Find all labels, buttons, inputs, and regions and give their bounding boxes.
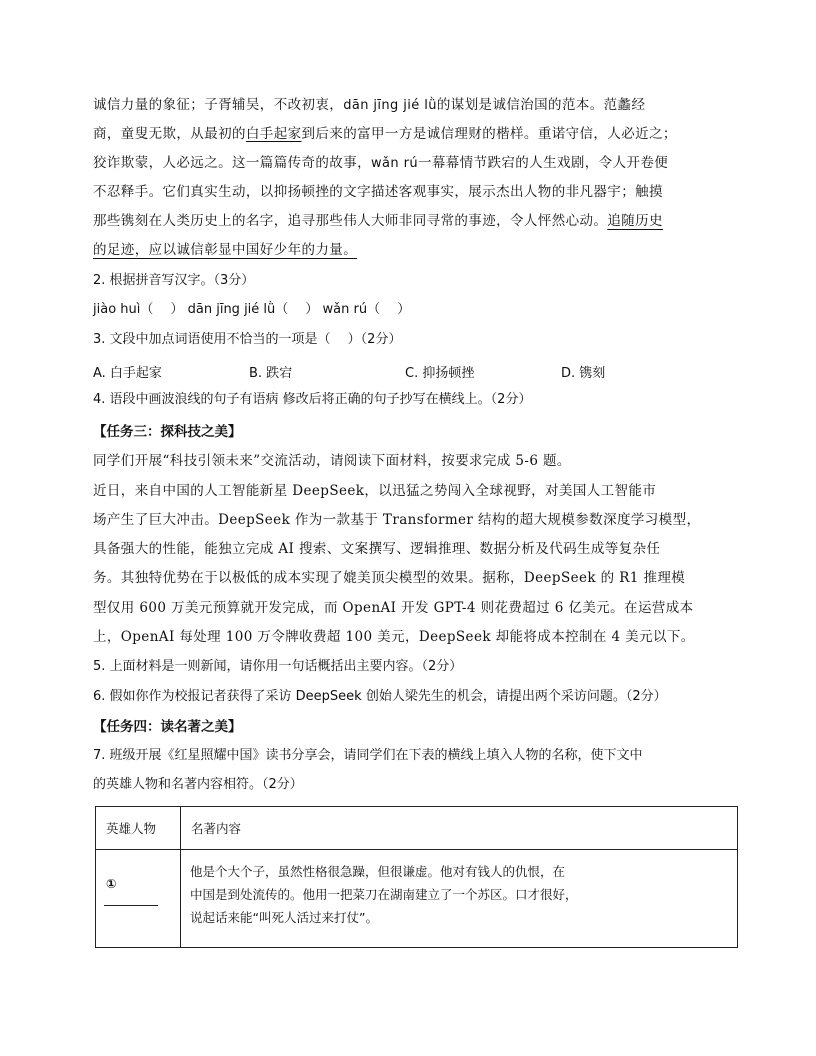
header-hero: 英雄人物 bbox=[106, 821, 157, 836]
question-3: 3. 文段中加点词语使用不恰当的一项是（ ）（2分） bbox=[93, 332, 402, 347]
content-line: 他是个大个子，虽然性格很急躁，但很谦虚。他对有钱人的仇恨，在 bbox=[190, 864, 566, 879]
pinyin-text: dān jīng jié lǜ bbox=[343, 98, 437, 113]
passage-text: 狡诈欺蒙，人必远之。这一篇篇传奇的故事， bbox=[93, 155, 371, 171]
pinyin-blanks: jiào huì（ ） dān jīng jié lǜ（ ） wǎn rú（ ） bbox=[93, 302, 411, 317]
question-2: 2. 根据拼音写汉字。（3分） bbox=[93, 273, 255, 288]
wavy-underlined-sentence: 追随历史 bbox=[607, 213, 663, 229]
question-5: 5. 上面材料是一则新闻，请你用一句话概括出主要内容。（2分） bbox=[93, 659, 463, 674]
content-line: 说起话来能“叫死人活过来打仗”。 bbox=[190, 910, 378, 925]
passage-text: 诚信力量的象征；子胥辅吴，不改初衷， bbox=[93, 97, 344, 113]
hero-table bbox=[95, 806, 738, 948]
header-content: 名著内容 bbox=[191, 821, 242, 836]
content-cell bbox=[181, 850, 738, 948]
news-line: 近日，来自中国的人工智能新星 DeepSeek，以迅猛之势闯入全球视野，对美国人工智能市 bbox=[93, 483, 657, 499]
wavy-underlined-sentence: 的足迹，应以诚信彰显中国好少年的力量。 bbox=[93, 242, 358, 258]
passage-line-3 bbox=[93, 154, 668, 173]
news-line: 型仅用 600 万美元预算就开发完成，而 OpenAI 开发 GPT-4 则花费超过 6 亿美元。在运营成本 bbox=[93, 600, 694, 616]
passage-line-5 bbox=[93, 212, 663, 230]
passage-line-4: 不忍释手。它们真实生动，以抑扬顿挫的文字描述客观事实，展示杰出人物的非凡器宇；触摸 bbox=[93, 184, 663, 200]
hero-cell bbox=[96, 850, 181, 948]
passage-text: 到后来的富甲一方是诚信理财的楷样。重诺守信，人必近之； bbox=[301, 126, 677, 142]
question-4: 4. 语段中画波浪线的句子有语病 修改后将正确的句子抄写在横线上。（2分） bbox=[93, 392, 532, 407]
table-row bbox=[96, 850, 738, 948]
table-header-row bbox=[96, 807, 738, 850]
news-line: 场产生了巨大冲击。DeepSeek 作为一款基于 Transformer 结构的超大规模参数深度学习模型， bbox=[93, 512, 701, 528]
passage-text: 一幕幕情节跌宕的人生戏剧，令人开卷便 bbox=[417, 155, 669, 171]
news-line: 务。其独特优势在于以极低的成本实现了媲美顶尖模型的效果。据称，DeepSeek 的 R1 推理模 bbox=[93, 570, 686, 586]
news-line: 上，OpenAI 每处理 100 万令牌收费超 100 美元，DeepSeek 却能将成本控制在 4 美元以下。 bbox=[93, 629, 695, 645]
option-b: B. 跌宕 bbox=[249, 366, 293, 381]
table-header-cell bbox=[96, 807, 181, 850]
question-7: 7. 班级开展《红星照耀中国》读书分享会，请同学们在下表的横线上填入人物的名称，使下文中 bbox=[93, 748, 643, 763]
table-header-cell bbox=[181, 807, 738, 850]
content-text bbox=[181, 850, 737, 929]
news-line: 具备强大的性能，能独立完成 AI 搜索、文案撰写、逻辑推理、数据分析及代码生成等复杂任 bbox=[93, 541, 661, 557]
content-line: 中国是到处流传的。他用一把菜刀在湖南建立了一个苏区。口才很好， bbox=[190, 887, 578, 902]
option-a: A. 白手起家 bbox=[93, 366, 162, 381]
answer-blank-line[interactable] bbox=[104, 905, 158, 906]
task4-title: 【任务四：读名著之美】 bbox=[93, 719, 242, 735]
passage-text: 的谋划是诚信治国的范本。范蠡经 bbox=[436, 97, 646, 113]
option-c: C. 抑扬顿挫 bbox=[405, 366, 475, 381]
task3-intro: 同学们开展“科技引领未来”交流活动，请阅读下面材料，按要求完成 5-6 题。 bbox=[93, 453, 571, 469]
question-6: 6. 假如你作为校报记者获得了采访 DeepSeek 创始人梁先生的机会，请提出两个采访问题。（2分） bbox=[93, 689, 667, 704]
question-7-cont: 的英雄人物和名著内容相符。（2分） bbox=[93, 777, 303, 792]
passage-line-2 bbox=[93, 125, 677, 143]
passage-line-1 bbox=[93, 96, 645, 115]
passage-line-6 bbox=[93, 241, 357, 259]
task3-title: 【任务三：探科技之美】 bbox=[93, 424, 242, 440]
passage-text: 商，童叟无欺，从最初的 bbox=[93, 126, 246, 142]
dotted-word: 白手起家 bbox=[245, 126, 302, 142]
passage-text: 那些镌刻在人类历史上的名字，追寻那些伟人大师非同寻常的事迹，令人怦然心动。 bbox=[93, 213, 608, 229]
pinyin-text: wǎn rú bbox=[371, 156, 418, 171]
option-d: D. 镌刻 bbox=[561, 366, 606, 381]
blank-marker: ① bbox=[106, 876, 117, 891]
